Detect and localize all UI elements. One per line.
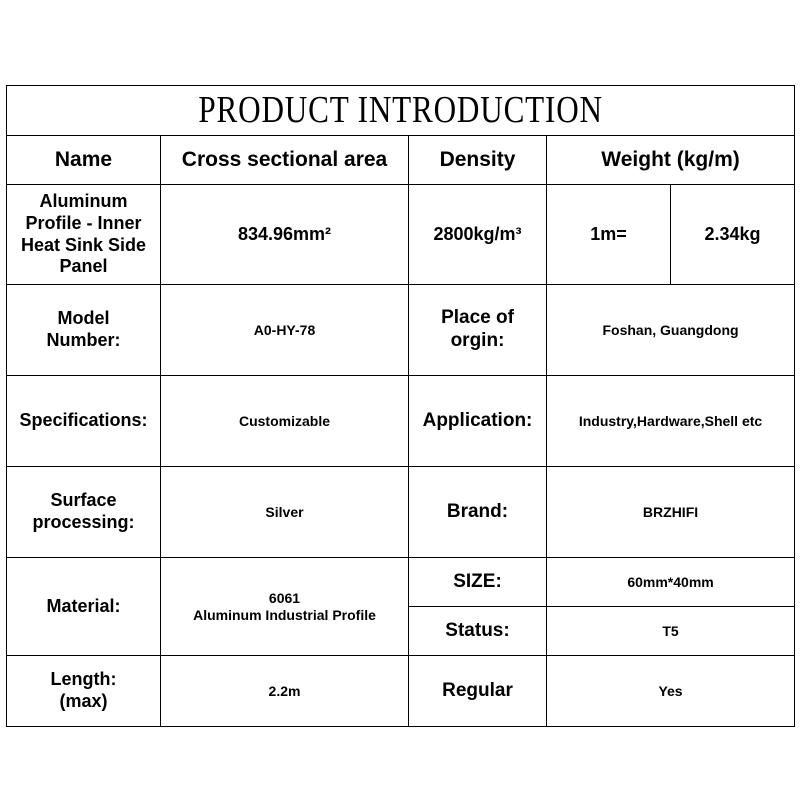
product-name: Aluminum Profile - Inner Heat Sink Side Panel — [7, 185, 161, 285]
table-row-length — [7, 656, 795, 727]
product-spec-table — [6, 85, 795, 727]
length-value: 2.2m — [161, 656, 409, 727]
brand-label: Brand: — [409, 467, 547, 558]
status-label: Status: — [409, 607, 547, 656]
page-title: PRODUCT INTRODUCTION — [198, 88, 603, 131]
table-row-specifications — [7, 376, 795, 467]
table-row-material — [7, 558, 795, 607]
specifications-label: Specifications: — [7, 376, 161, 467]
density-value: 2800kg/m³ — [409, 185, 547, 285]
weight-value: 2.34kg — [671, 185, 795, 285]
model-number-label: Model Number: — [7, 285, 161, 376]
regular-value: Yes — [547, 656, 795, 727]
header-name: Name — [7, 136, 161, 185]
title-cell — [7, 86, 795, 136]
table-row-product — [7, 185, 795, 285]
header-density: Density — [409, 136, 547, 185]
header-cross-section: Cross sectional area — [161, 136, 409, 185]
size-value: 60mm*40mm — [547, 558, 795, 607]
status-value: T5 — [547, 607, 795, 656]
weight-label: 1m= — [547, 185, 671, 285]
material-value: 6061 Aluminum Industrial Profile — [161, 558, 409, 656]
model-number-value: A0-HY-78 — [161, 285, 409, 376]
specifications-value: Customizable — [161, 376, 409, 467]
table-row-model — [7, 285, 795, 376]
place-of-origin-value: Foshan, Guangdong — [547, 285, 795, 376]
application-value: Industry,Hardware,Shell etc — [547, 376, 795, 467]
material-label: Material: — [7, 558, 161, 656]
length-label: Length: (max) — [7, 656, 161, 727]
header-weight: Weight (kg/m) — [547, 136, 795, 185]
header-row — [7, 136, 795, 185]
table-row-surface — [7, 467, 795, 558]
regular-label: Regular — [409, 656, 547, 727]
place-of-origin-label: Place of orgin: — [409, 285, 547, 376]
cross-section-value: 834.96mm² — [161, 185, 409, 285]
surface-processing-value: Silver — [161, 467, 409, 558]
surface-processing-label: Surface processing: — [7, 467, 161, 558]
title-row — [7, 86, 795, 136]
brand-value: BRZHIFI — [547, 467, 795, 558]
size-label: SIZE: — [409, 558, 547, 607]
application-label: Application: — [409, 376, 547, 467]
